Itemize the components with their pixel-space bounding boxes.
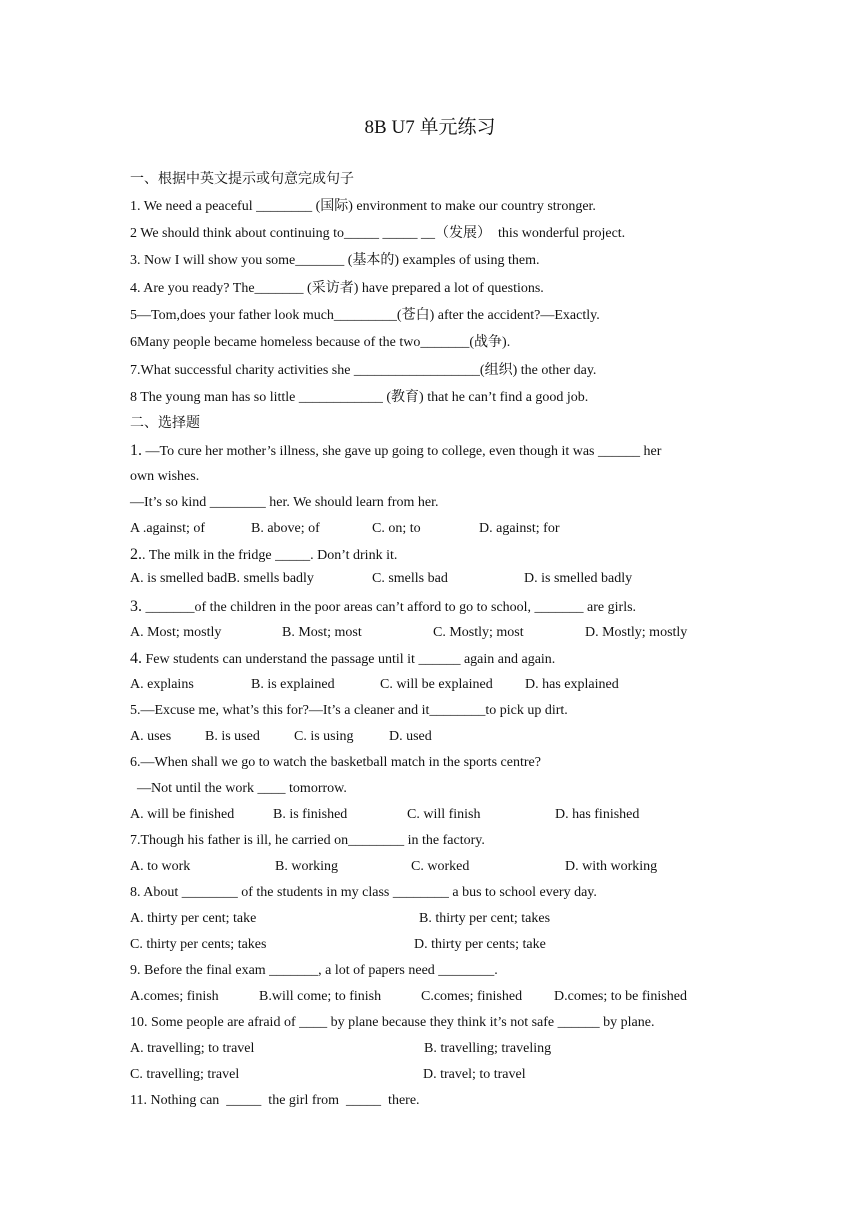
question-8: 8. About ________ of the students in my class ________ a bus to school every day.: [130, 885, 597, 900]
q9-option-c: C.comes; finished: [421, 989, 523, 1004]
question-9: 9. Before the final exam _______, a lot of papers need ________.: [130, 963, 498, 978]
q10-option-b: B. travelling; traveling: [424, 1041, 552, 1056]
question-4: [130, 649, 555, 670]
q3-option-b: B. Most; most: [282, 625, 362, 640]
q2-option-d: D. is smelled badly: [524, 571, 633, 586]
q10-option-c: C. travelling; travel: [130, 1067, 240, 1082]
q2-option-ab: A. is smelled badB. smells badly: [130, 571, 314, 586]
question-1-line2: own wishes.: [130, 469, 200, 484]
question-text: . The milk in the fridge _____. Don’t drink it.: [142, 548, 398, 563]
question-number: 4.: [130, 650, 142, 667]
q7-option-c: C. worked: [411, 859, 470, 874]
q1-option-b: B. above; of: [251, 521, 320, 536]
fill-item-4: 4. Are you ready? The_______ (采访者) have prepared a lot of questions.: [130, 281, 544, 296]
fill-item-1: 1. We need a peaceful ________ (国际) environment to make our country stronger.: [130, 199, 596, 214]
question-10: 10. Some people are afraid of ____ by plane because they think it’s not safe ______ by plane.: [130, 1015, 655, 1030]
question-1-line3: —It’s so kind ________ her. We should learn from her.: [130, 495, 439, 510]
q3-option-d: D. Mostly; mostly: [585, 625, 688, 640]
q10-option-a: A. travelling; to travel: [130, 1041, 255, 1056]
q4-option-c: C. will be explained: [380, 677, 493, 692]
question-text: _______of the children in the poor areas can’t afford to go to school, _______ are girls.: [142, 600, 637, 615]
q3-option-c: C. Mostly; most: [433, 625, 524, 640]
q1-option-a: A .against; of: [130, 521, 206, 536]
fill-item-8: 8 The young man has so little ____________ (教育) that he can’t find a good job.: [130, 390, 589, 405]
q5-option-d: D. used: [389, 729, 432, 744]
q2-option-c: C. smells bad: [372, 571, 448, 586]
q7-option-d: D. with working: [565, 859, 658, 874]
question-text: Few students can understand the passage until it ______ again and again.: [142, 652, 556, 667]
question-3: [130, 597, 636, 618]
question-6-line1: 6.—When shall we go to watch the basketball match in the sports centre?: [130, 755, 541, 770]
q5-option-a: A. uses: [130, 729, 172, 744]
fill-item-6: 6Many people became homeless because of the two_______(战争).: [130, 335, 511, 350]
q9-option-b: B.will come; to finish: [259, 989, 382, 1004]
q1-option-c: C. on; to: [372, 521, 421, 536]
fill-item-3: 3. Now I will show you some_______ (基本的) examples of using them.: [130, 253, 540, 268]
question-6-line2: —Not until the work ____ tomorrow.: [130, 781, 347, 796]
q9-option-a: A.comes; finish: [130, 989, 219, 1004]
q6-option-d: D. has finished: [555, 807, 640, 822]
question-text: —To cure her mother’s illness, she gave up going to college, even though it was ______ her: [142, 444, 662, 459]
q5-option-b: B. is used: [205, 729, 260, 744]
q6-option-b: B. is finished: [273, 807, 348, 822]
question-number: 1.: [130, 442, 142, 459]
question-7: 7.Though his father is ill, he carried on________ in the factory.: [130, 833, 485, 848]
q8-option-d: D. thirty per cents; take: [414, 937, 546, 952]
q6-option-a: A. will be finished: [130, 807, 235, 822]
q6-option-c: C. will finish: [407, 807, 481, 822]
fill-item-7: 7.What successful charity activities she __________________(组织) the other day.: [130, 363, 597, 378]
q4-option-b: B. is explained: [251, 677, 335, 692]
q7-option-b: B. working: [275, 859, 338, 874]
section1-heading: 一、根据中英文提示或句意完成句子: [130, 172, 354, 187]
q8-option-b: B. thirty per cent; takes: [419, 911, 551, 926]
section2-heading: 二、选择题: [130, 416, 200, 431]
q9-option-d: D.comes; to be finished: [554, 989, 687, 1004]
question-1-line1: [130, 441, 661, 462]
q8-option-a: A. thirty per cent; take: [130, 911, 257, 926]
q5-option-c: C. is using: [294, 729, 354, 744]
q3-option-a: A. Most; mostly: [130, 625, 222, 640]
question-number: 2.: [130, 546, 142, 563]
question-11: 11. Nothing can _____ the girl from _____ there.: [130, 1093, 420, 1108]
fill-item-5: 5—Tom,does your father look much_________(苍白) after the accident?—Exactly.: [130, 308, 600, 323]
fill-item-2: 2 We should think about continuing to_____ _____ __（发展） this wonderful project.: [130, 226, 626, 241]
page-title: 8B U7 单元练习: [364, 117, 496, 138]
q8-option-c: C. thirty per cents; takes: [130, 937, 267, 952]
q10-option-d: D. travel; to travel: [423, 1067, 526, 1082]
question-number: 3.: [130, 598, 142, 615]
question-2: [130, 545, 397, 566]
q4-option-a: A. explains: [130, 677, 194, 692]
q7-option-a: A. to work: [130, 859, 191, 874]
q1-option-d: D. against; for: [479, 521, 560, 536]
q4-option-d: D. has explained: [525, 677, 619, 692]
question-5: 5.—Excuse me, what’s this for?—It’s a cleaner and it________to pick up dirt.: [130, 703, 568, 718]
